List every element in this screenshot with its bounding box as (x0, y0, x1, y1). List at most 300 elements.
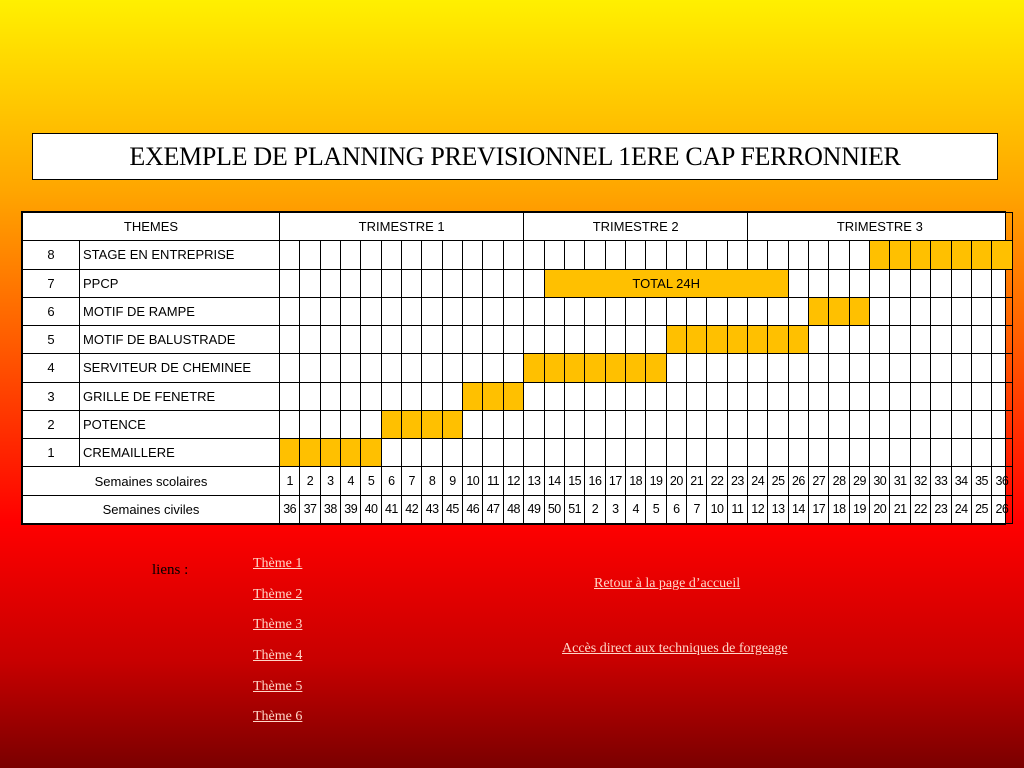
week-cell (524, 410, 544, 438)
scheduled-week-cell (768, 326, 788, 354)
week-cell (910, 354, 930, 382)
week-cell (605, 410, 625, 438)
week-cell (402, 269, 422, 297)
scheduled-week-cell (605, 354, 625, 382)
theme-number: 4 (23, 354, 80, 382)
week-cell (931, 354, 951, 382)
week-cell (280, 297, 300, 325)
week-cell (788, 439, 808, 467)
week-cell (463, 410, 483, 438)
week-cell (463, 297, 483, 325)
week-cell (870, 439, 890, 467)
week-number: 15 (564, 467, 584, 495)
week-cell (483, 297, 503, 325)
week-cell (585, 297, 605, 325)
week-number: 3 (605, 495, 625, 523)
week-number: 4 (626, 495, 646, 523)
week-cell (280, 382, 300, 410)
week-cell (381, 269, 401, 297)
week-number: 51 (564, 495, 584, 523)
liens-label: liens : (152, 562, 189, 578)
week-cell (768, 297, 788, 325)
week-number: 39 (341, 495, 361, 523)
week-number: 13 (524, 467, 544, 495)
week-cell (361, 354, 381, 382)
week-cell (280, 326, 300, 354)
link-theme-3[interactable]: Thème 3 (253, 617, 303, 633)
week-number: 22 (910, 495, 930, 523)
theme-row (23, 439, 1013, 467)
scheduled-week-cell (585, 354, 605, 382)
themes-header: THEMES (23, 213, 280, 241)
page-title-text: EXEMPLE DE PLANNING PREVISIONNEL 1ERE CAP FERRONNIER (129, 141, 901, 171)
week-cell (381, 439, 401, 467)
scheduled-week-cell (931, 241, 951, 269)
week-cell (483, 269, 503, 297)
week-number: 35 (971, 467, 991, 495)
week-cell (666, 382, 686, 410)
week-cell (788, 410, 808, 438)
theme-label: MOTIF DE BALUSTRADE (80, 326, 280, 354)
week-cell (585, 241, 605, 269)
scheduled-week-cell (320, 439, 340, 467)
link-theme-1[interactable]: Thème 1 (253, 556, 303, 571)
week-number: 4 (341, 467, 361, 495)
theme-row (23, 354, 1013, 382)
week-cell (727, 439, 747, 467)
week-cell (422, 439, 442, 467)
week-cell (951, 354, 971, 382)
week-cell (361, 241, 381, 269)
week-number: 14 (544, 467, 564, 495)
week-cell (788, 269, 808, 297)
week-cell (646, 439, 666, 467)
week-cell (564, 382, 584, 410)
week-cell (992, 382, 1012, 410)
week-cell (890, 382, 910, 410)
week-cell (422, 241, 442, 269)
week-cell (544, 297, 564, 325)
week-cell (503, 354, 524, 382)
week-number: 49 (524, 495, 544, 523)
week-number: 46 (463, 495, 483, 523)
week-cell (320, 297, 340, 325)
week-number: 26 (788, 467, 808, 495)
week-cell (890, 354, 910, 382)
week-cell (585, 410, 605, 438)
week-cell (707, 382, 727, 410)
week-cell (971, 326, 991, 354)
week-cell (646, 326, 666, 354)
week-number: 10 (463, 467, 483, 495)
week-cell (931, 326, 951, 354)
week-cell (585, 439, 605, 467)
week-cell (300, 269, 320, 297)
scheduled-week-cell (442, 410, 462, 438)
week-cell (320, 326, 340, 354)
week-number: 5 (361, 467, 381, 495)
week-cell (809, 269, 829, 297)
week-cell (544, 326, 564, 354)
scheduled-week-cell (626, 354, 646, 382)
week-cell (727, 354, 747, 382)
theme-number: 2 (23, 410, 80, 438)
week-cell (646, 297, 666, 325)
week-cell (849, 354, 869, 382)
week-number: 18 (829, 495, 849, 523)
week-number: 45 (442, 495, 462, 523)
week-number: 25 (971, 495, 991, 523)
week-cell (442, 297, 462, 325)
week-cell (626, 297, 646, 325)
scheduled-week-cell (748, 326, 768, 354)
week-cell (870, 354, 890, 382)
week-cell (463, 241, 483, 269)
theme-number: 8 (23, 241, 80, 269)
scheduled-week-cell (910, 241, 930, 269)
week-cell (910, 382, 930, 410)
week-number: 37 (300, 495, 320, 523)
week-cell (870, 382, 890, 410)
scheduled-week-cell (300, 439, 320, 467)
week-cell (564, 241, 584, 269)
week-cell (910, 297, 930, 325)
scheduled-week-cell (788, 326, 808, 354)
week-cell (951, 269, 971, 297)
theme-label: STAGE EN ENTREPRISE (80, 241, 280, 269)
week-cell (829, 439, 849, 467)
week-cell (870, 326, 890, 354)
week-cell (524, 269, 544, 297)
week-cell (341, 241, 361, 269)
theme-row (23, 326, 1013, 354)
trimester-header-2: TRIMESTRE 2 (524, 213, 748, 241)
week-cell (748, 439, 768, 467)
week-cell (300, 326, 320, 354)
week-cell (463, 326, 483, 354)
week-number: 41 (381, 495, 401, 523)
week-cell (626, 439, 646, 467)
week-cell (503, 410, 524, 438)
week-cell (788, 297, 808, 325)
theme-links (253, 554, 302, 738)
theme-number: 5 (23, 326, 80, 354)
week-cell (626, 410, 646, 438)
week-cell (442, 269, 462, 297)
week-cell (320, 269, 340, 297)
week-cell (402, 382, 422, 410)
week-cell (931, 297, 951, 325)
week-cell (951, 439, 971, 467)
week-number: 19 (646, 467, 666, 495)
week-cell (971, 269, 991, 297)
week-cell (788, 241, 808, 269)
week-cell (442, 326, 462, 354)
week-cell (524, 326, 544, 354)
week-cell (971, 382, 991, 410)
week-number: 24 (748, 467, 768, 495)
week-number: 17 (809, 495, 829, 523)
link-theme-5[interactable]: Thème 5 (253, 678, 303, 694)
week-number: 33 (931, 467, 951, 495)
week-number: 21 (890, 495, 910, 523)
week-cell (707, 297, 727, 325)
week-number: 12 (748, 495, 768, 523)
planning-table-container (21, 211, 1009, 525)
week-cell (971, 410, 991, 438)
school-weeks-row (23, 467, 1013, 495)
week-cell (829, 241, 849, 269)
week-cell (361, 269, 381, 297)
week-cell (564, 297, 584, 325)
week-cell (951, 410, 971, 438)
week-cell (687, 241, 707, 269)
week-cell (829, 354, 849, 382)
week-cell (788, 382, 808, 410)
week-number: 7 (687, 495, 707, 523)
scheduled-week-cell (890, 241, 910, 269)
week-cell (849, 241, 869, 269)
scheduled-week-cell (341, 439, 361, 467)
week-cell (442, 241, 462, 269)
week-cell (585, 326, 605, 354)
scheduled-week-cell (849, 297, 869, 325)
week-cell (768, 382, 788, 410)
week-cell (280, 354, 300, 382)
week-cell (971, 354, 991, 382)
week-cell (483, 439, 503, 467)
week-cell (992, 297, 1012, 325)
week-number: 32 (910, 467, 930, 495)
week-number: 38 (320, 495, 340, 523)
link-techniques-forgeage[interactable]: Accès direct aux techniques de forgeage (562, 641, 788, 656)
scheduled-week-cell (992, 241, 1012, 269)
week-cell (483, 241, 503, 269)
week-cell (544, 439, 564, 467)
week-cell (748, 241, 768, 269)
week-cell (626, 326, 646, 354)
week-cell (971, 297, 991, 325)
week-cell (646, 410, 666, 438)
week-cell (931, 439, 951, 467)
week-number: 14 (788, 495, 808, 523)
week-cell (320, 410, 340, 438)
week-cell (564, 410, 584, 438)
week-cell (666, 241, 686, 269)
week-cell (951, 382, 971, 410)
week-cell (666, 354, 686, 382)
week-cell (544, 241, 564, 269)
week-cell (341, 269, 361, 297)
week-number: 47 (483, 495, 503, 523)
week-cell (300, 354, 320, 382)
week-cell (361, 410, 381, 438)
header-row (23, 213, 1013, 241)
scheduled-week-cell (646, 354, 666, 382)
week-number: 10 (707, 495, 727, 523)
week-cell (931, 410, 951, 438)
week-cell (605, 241, 625, 269)
week-cell (280, 241, 300, 269)
week-cell (483, 326, 503, 354)
theme-number: 7 (23, 269, 80, 297)
week-cell (402, 354, 422, 382)
week-cell (564, 439, 584, 467)
link-theme-2[interactable]: Thème 2 (253, 586, 303, 602)
week-cell (727, 297, 747, 325)
week-cell (442, 439, 462, 467)
week-cell (300, 382, 320, 410)
scheduled-week-cell (687, 326, 707, 354)
link-theme-4[interactable]: Thème 4 (253, 648, 303, 664)
scheduled-week-cell (666, 326, 686, 354)
theme-label: GRILLE DE FENETRE (80, 382, 280, 410)
week-number: 50 (544, 495, 564, 523)
week-number: 27 (809, 467, 829, 495)
week-cell (442, 354, 462, 382)
week-cell (687, 410, 707, 438)
week-number: 6 (381, 467, 401, 495)
week-cell (402, 439, 422, 467)
week-number: 48 (503, 495, 524, 523)
week-cell (829, 382, 849, 410)
week-cell (646, 382, 666, 410)
week-cell (341, 326, 361, 354)
week-cell (524, 297, 544, 325)
week-cell (605, 382, 625, 410)
week-cell (341, 297, 361, 325)
week-number: 29 (849, 467, 869, 495)
theme-span-label: TOTAL 24H (544, 269, 788, 297)
week-cell (768, 354, 788, 382)
week-cell (544, 382, 564, 410)
week-number: 25 (768, 467, 788, 495)
week-cell (910, 326, 930, 354)
theme-number: 1 (23, 439, 80, 467)
link-theme-6[interactable]: Thème 6 (253, 709, 303, 725)
week-cell (849, 410, 869, 438)
week-number: 20 (870, 495, 890, 523)
week-number: 19 (849, 495, 869, 523)
week-number: 3 (320, 467, 340, 495)
planning-table (22, 212, 1013, 524)
week-cell (727, 241, 747, 269)
theme-row (23, 382, 1013, 410)
week-cell (870, 269, 890, 297)
week-cell (666, 439, 686, 467)
scheduled-week-cell (971, 241, 991, 269)
week-cell (402, 241, 422, 269)
scheduled-week-cell (829, 297, 849, 325)
theme-label: PPCP (80, 269, 280, 297)
week-cell (870, 297, 890, 325)
week-cell (951, 326, 971, 354)
week-cell (849, 326, 869, 354)
week-cell (320, 241, 340, 269)
week-cell (992, 326, 1012, 354)
week-cell (707, 241, 727, 269)
week-cell (687, 354, 707, 382)
week-cell (809, 354, 829, 382)
scheduled-week-cell (463, 382, 483, 410)
theme-label: CREMAILLERE (80, 439, 280, 467)
week-cell (890, 297, 910, 325)
week-cell (768, 241, 788, 269)
link-retour-accueil[interactable]: Retour à la page d’accueil (594, 576, 741, 591)
week-cell (381, 354, 401, 382)
week-cell (320, 382, 340, 410)
week-number: 36 (280, 495, 300, 523)
week-cell (768, 439, 788, 467)
week-cell (483, 410, 503, 438)
school-weeks-row-label: Semaines scolaires (23, 467, 280, 495)
week-number: 8 (422, 467, 442, 495)
week-number: 23 (727, 467, 747, 495)
week-cell (361, 297, 381, 325)
week-cell (849, 439, 869, 467)
week-cell (300, 297, 320, 325)
week-cell (809, 410, 829, 438)
week-cell (727, 410, 747, 438)
scheduled-week-cell (381, 410, 401, 438)
week-cell (687, 439, 707, 467)
scheduled-week-cell (361, 439, 381, 467)
week-cell (971, 439, 991, 467)
week-cell (707, 354, 727, 382)
week-cell (687, 297, 707, 325)
week-cell (849, 269, 869, 297)
week-cell (341, 354, 361, 382)
week-cell (402, 326, 422, 354)
week-cell (890, 439, 910, 467)
week-cell (829, 269, 849, 297)
week-cell (564, 326, 584, 354)
theme-label: MOTIF DE RAMPE (80, 297, 280, 325)
week-number: 11 (727, 495, 747, 523)
week-number: 24 (951, 495, 971, 523)
week-number: 17 (605, 467, 625, 495)
scheduled-week-cell (483, 382, 503, 410)
week-number: 1 (280, 467, 300, 495)
theme-number: 6 (23, 297, 80, 325)
week-cell (870, 410, 890, 438)
week-cell (442, 382, 462, 410)
week-number: 20 (666, 467, 686, 495)
week-cell (707, 410, 727, 438)
week-cell (422, 354, 442, 382)
theme-label: POTENCE (80, 410, 280, 438)
week-number: 13 (768, 495, 788, 523)
week-number: 16 (585, 467, 605, 495)
week-cell (748, 297, 768, 325)
week-cell (524, 439, 544, 467)
week-cell (463, 269, 483, 297)
week-number: 7 (402, 467, 422, 495)
scheduled-week-cell (809, 297, 829, 325)
scheduled-week-cell (524, 354, 544, 382)
scheduled-week-cell (402, 410, 422, 438)
week-cell (992, 269, 1012, 297)
week-cell (666, 410, 686, 438)
week-cell (503, 297, 524, 325)
week-cell (483, 354, 503, 382)
week-cell (849, 382, 869, 410)
week-cell (748, 354, 768, 382)
week-cell (992, 354, 1012, 382)
theme-number: 3 (23, 382, 80, 410)
week-cell (992, 410, 1012, 438)
theme-row (23, 241, 1013, 269)
